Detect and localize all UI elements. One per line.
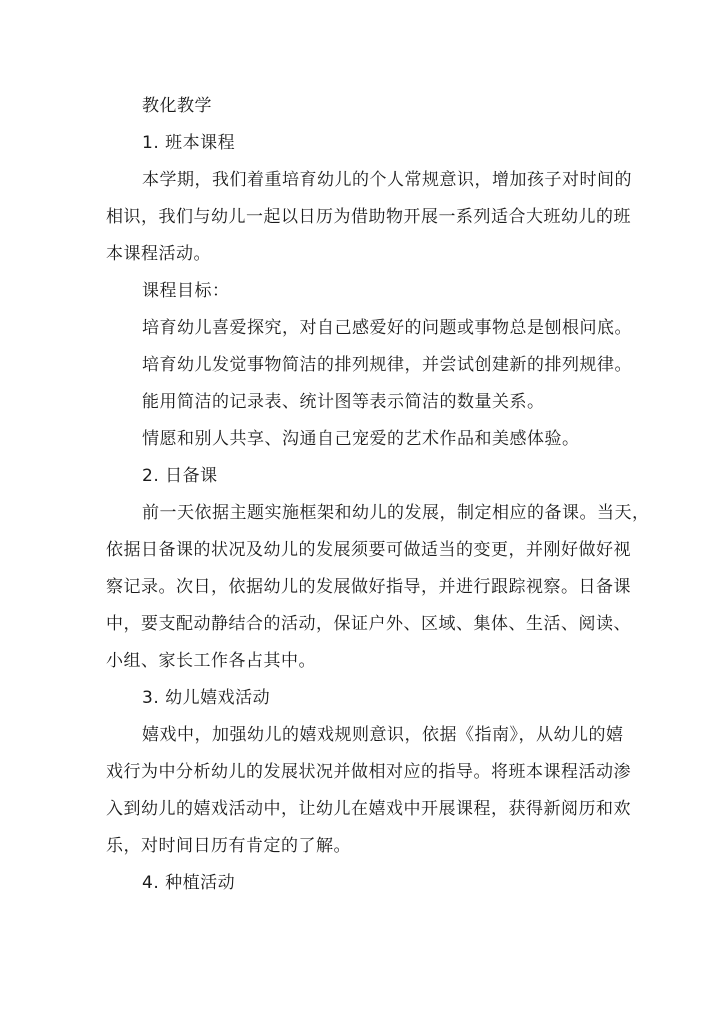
goal-item: 培育幼儿发觉事物简洁的排列规律，并尝试创建新的排列规律。	[142, 355, 632, 375]
heading-planting-activities: 4. 种植活动	[142, 873, 236, 893]
paragraph-line: 戏行为中分析幼儿的发展状况并做相对应的指导。将班本课程活动渗	[106, 762, 631, 782]
paragraph-line: 中，要支配动静结合的活动，保证户外、区域、集体、生活、阅读、	[106, 614, 631, 634]
heading-class-curriculum: 1. 班本课程	[142, 133, 236, 153]
subheading-course-goals: 课程目标：	[142, 281, 230, 301]
paragraph-line: 察记录。次日，依据幼儿的发展做好指导，并进行跟踪视察。日备课	[106, 577, 631, 597]
paragraph-line: 本学期，我们着重培育幼儿的个人常规意识，增加孩子对时间的	[142, 170, 632, 190]
paragraph-line: 入到幼儿的嬉戏活动中，让幼儿在嬉戏中开展课程，获得新阅历和欢	[106, 799, 631, 819]
paragraph-line: 依据日备课的状况及幼儿的发展须要可做适当的变更，并刚好做好视	[106, 540, 631, 560]
paragraph-line: 嬉戏中，加强幼儿的嬉戏规则意识，依据《指南》，从幼儿的嬉	[142, 725, 624, 745]
paragraph-line: 小组、家长工作各占其中。	[106, 651, 316, 671]
goal-item: 情愿和别人共享、沟通自己宠爱的艺术作品和美感体验。	[142, 429, 580, 449]
section-title: 教化教学	[142, 96, 212, 116]
document-page	[106, 88, 650, 902]
paragraph-line: 本课程活动。	[106, 244, 211, 264]
heading-daily-lesson-plan: 2. 日备课	[142, 466, 218, 486]
paragraph-line: 相识，我们与幼儿一起以日历为借助物开展一系列适合大班幼儿的班	[106, 207, 631, 227]
heading-play-activities: 3. 幼儿嬉戏活动	[142, 688, 271, 708]
paragraph-line: 前一天依据主题实施框架和幼儿的发展，制定相应的备课。当天，	[142, 503, 650, 523]
goal-item: 培育幼儿喜爱探究，对自己感爱好的问题或事物总是刨根问底。	[142, 318, 632, 338]
paragraph-line: 乐，对时间日历有肯定的了解。	[106, 836, 351, 856]
goal-item: 能用简洁的记录表、统计图等表示简洁的数量关系。	[142, 392, 545, 412]
